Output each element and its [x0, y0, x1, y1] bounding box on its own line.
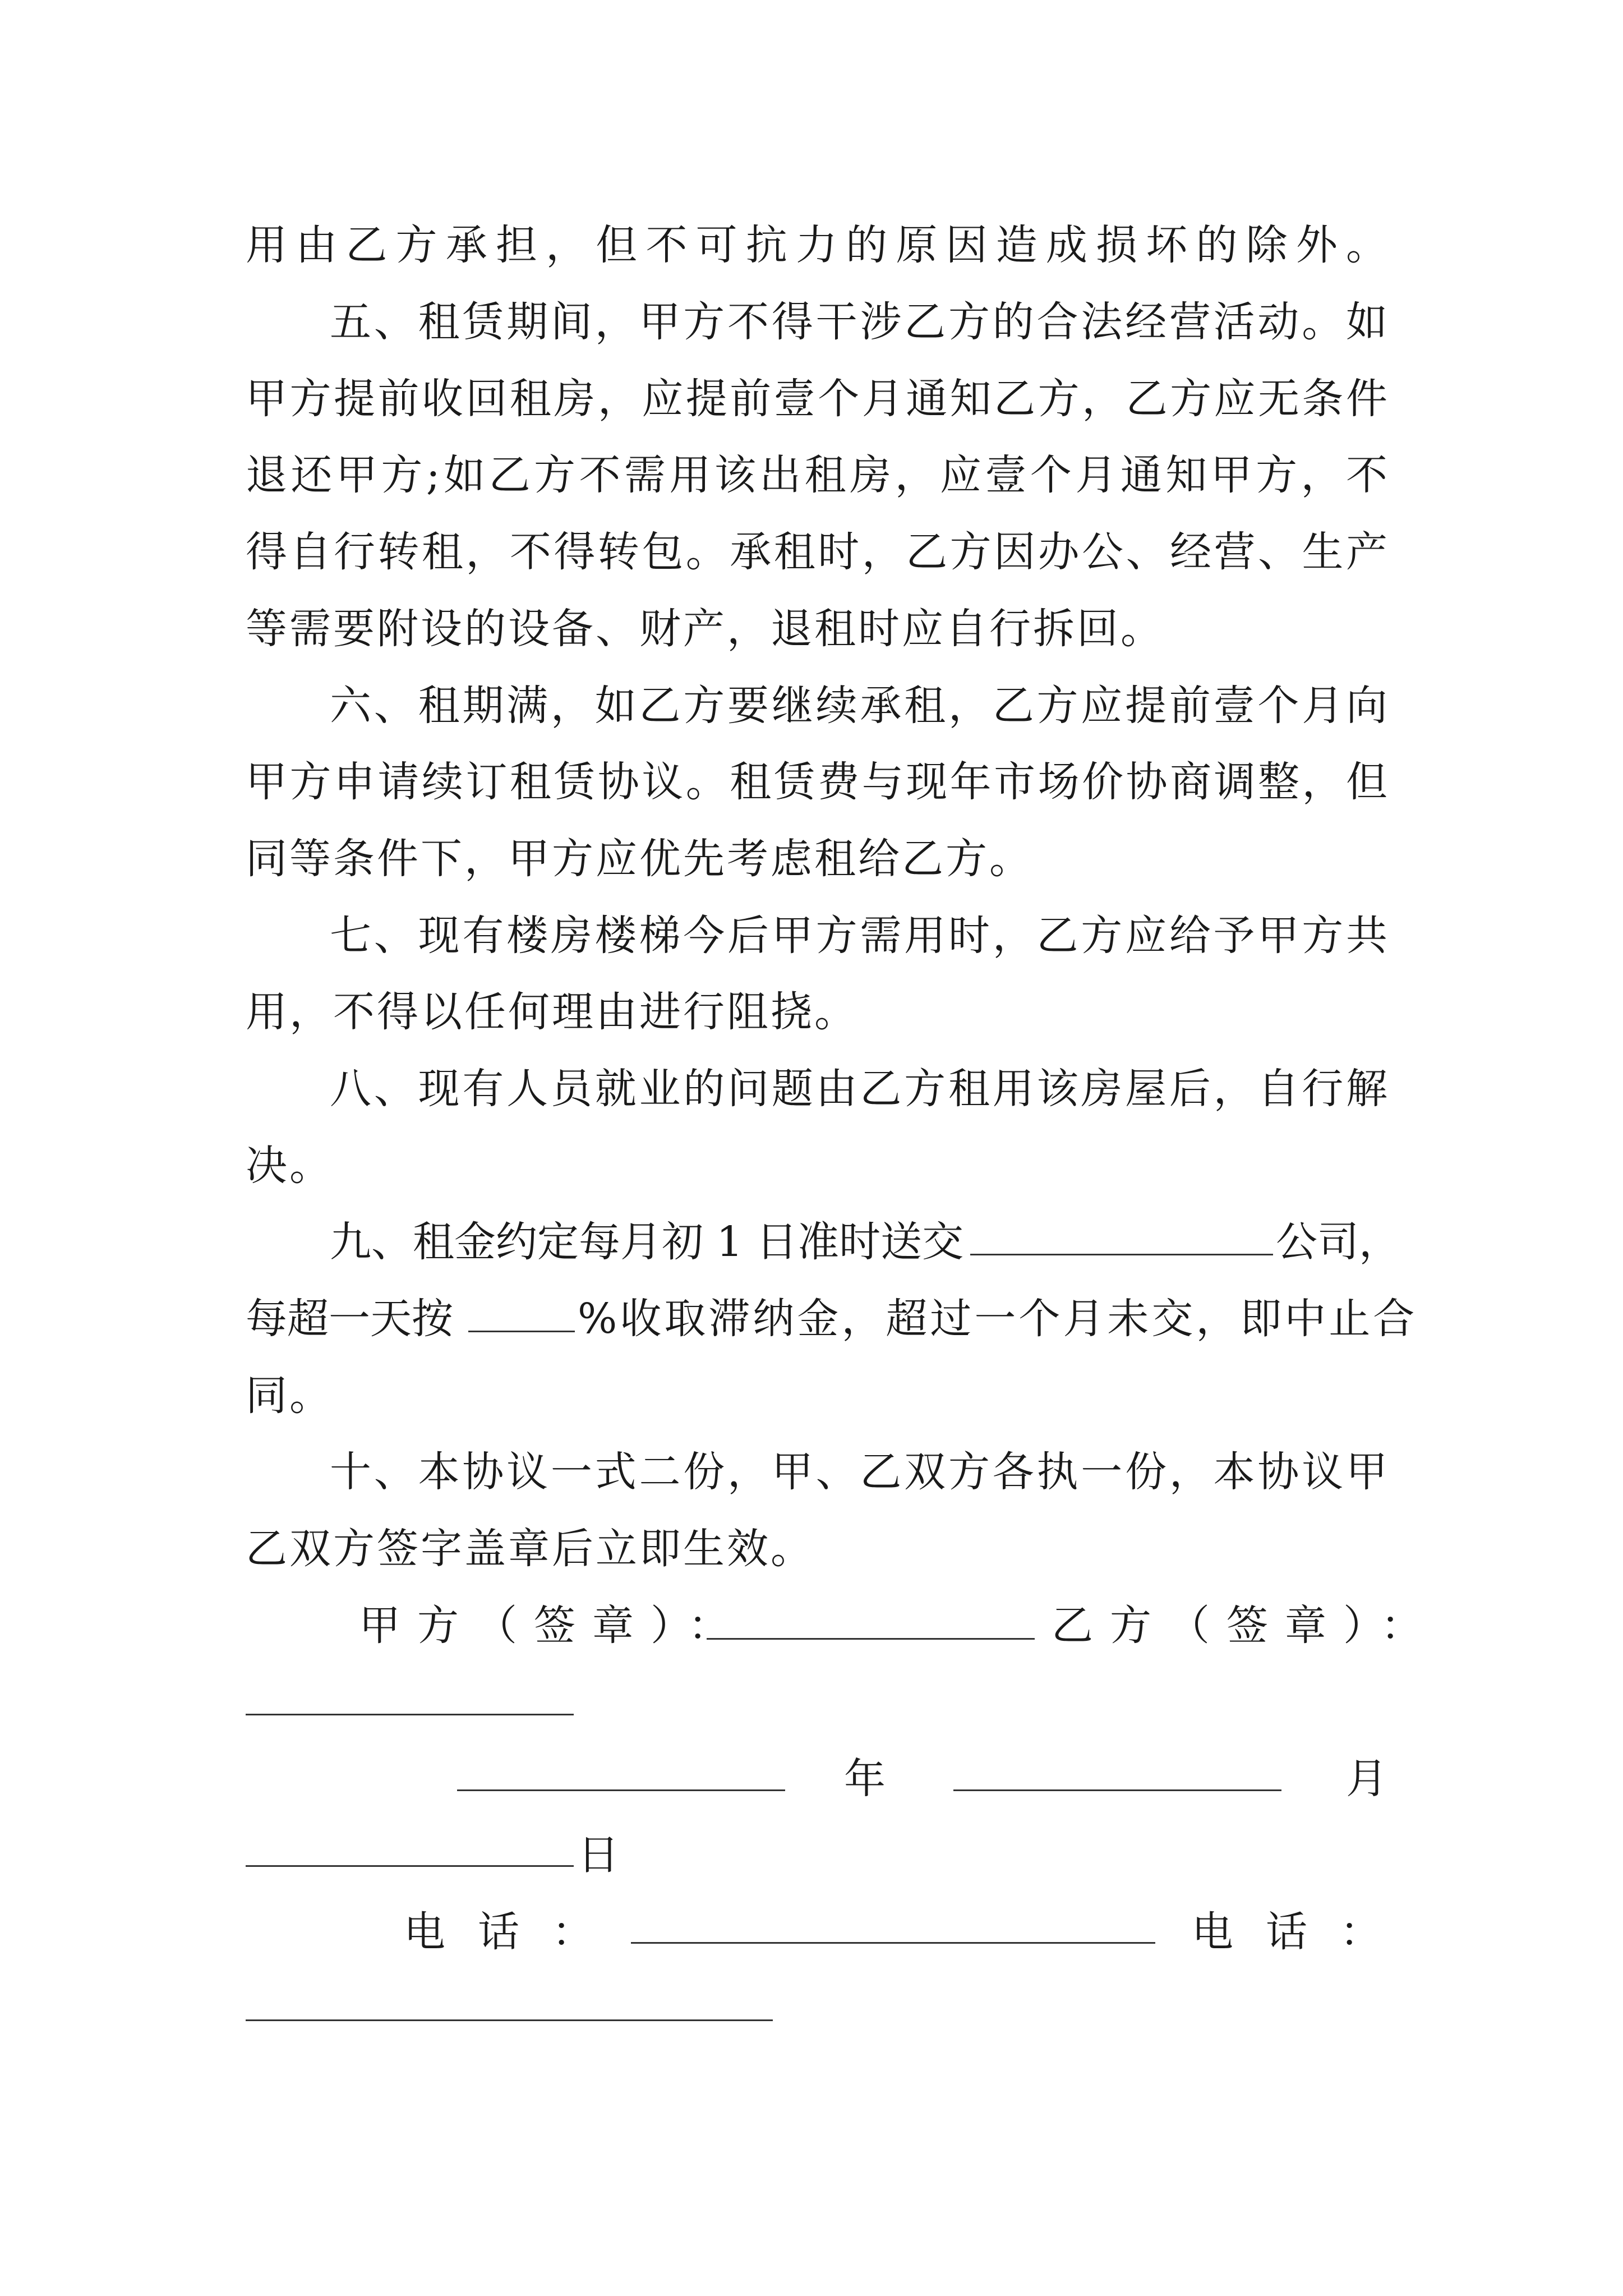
clause-5-line-5: 等需要附设的设备、财产，退租时应自行拆回。 — [246, 605, 1164, 653]
clause-5-line-1: 五、租赁期间，甲方不得干涉乙方的合法经营活动。如 — [330, 298, 1390, 346]
party-a-signature-blank[interactable] — [707, 1638, 1035, 1640]
party-b-phone-blank[interactable] — [246, 2019, 773, 2021]
late-fee-rate-blank[interactable] — [468, 1331, 575, 1332]
clause-10-line-1: 十、本协议一式二份，甲、乙双方各执一份，本协议甲 — [330, 1448, 1390, 1496]
party-a-phone-label: 电话： — [404, 1908, 626, 1956]
clause-8-line-1: 八、现有人员就业的问题由乙方租用该房屋后，自行解 — [330, 1065, 1390, 1113]
party-a-signature-label: 甲方（签章）： — [359, 1602, 746, 1650]
clause-10-line-2: 乙双方签字盖章后立即生效。 — [246, 1525, 814, 1573]
year-label: 年 — [844, 1755, 886, 1803]
clause-5-line-3: 退还甲方;如乙方不需用该出租房，应壹个月通知甲方，不 — [246, 451, 1390, 499]
day-label: 日 — [578, 1831, 619, 1879]
clause-9-text-c: 每超一天按 — [246, 1295, 453, 1343]
party-b-signature-label: 乙方（签章）： — [1052, 1602, 1439, 1650]
clause-6-line-1: 六、租期满，如乙方要继续承租，乙方应提前壹个月向 — [330, 682, 1390, 730]
clause-6-line-2: 甲方申请续订租赁协议。租赁费与现年市场价协商调整，但 — [246, 758, 1390, 806]
month-blank[interactable] — [953, 1789, 1281, 1791]
party-b-signature-blank[interactable] — [246, 1714, 574, 1715]
party-b-phone-label: 电话： — [1192, 1908, 1414, 1956]
day-blank[interactable] — [246, 1865, 574, 1867]
year-blank[interactable] — [457, 1789, 785, 1791]
clause-5-line-2: 甲方提前收回租房，应提前壹个月通知乙方，乙方应无条件 — [246, 375, 1390, 423]
clause-4-continuation: 用由乙方承担，但不可抗力的原因造成损坏的除外。 — [246, 221, 1390, 269]
clause-7-line-1: 七、现有楼房楼梯今后甲方需用时，乙方应给予甲方共 — [330, 912, 1390, 960]
clause-6-line-3: 同等条件下，甲方应优先考虑租给乙方。 — [246, 835, 1033, 883]
party-a-phone-blank[interactable] — [631, 1942, 1155, 1944]
clause-9-text-e: 同。 — [246, 1372, 333, 1420]
clause-8-line-2: 决。 — [246, 1142, 333, 1190]
clause-9-text-a: 九、租金约定每月初 1 日准时送交 — [330, 1218, 964, 1266]
company-blank[interactable] — [970, 1254, 1273, 1255]
month-label: 月 — [1346, 1755, 1387, 1803]
clause-7-line-2: 用，不得以任何理由进行阻挠。 — [246, 988, 858, 1036]
clause-9-text-d: %收取滞纳金，超过一个月未交，即中止合 — [578, 1295, 1418, 1343]
clause-5-line-4: 得自行转租，不得转包。承租时，乙方因办公、经营、生产 — [246, 528, 1390, 576]
clause-9-text-b: 公司， — [1276, 1218, 1400, 1266]
